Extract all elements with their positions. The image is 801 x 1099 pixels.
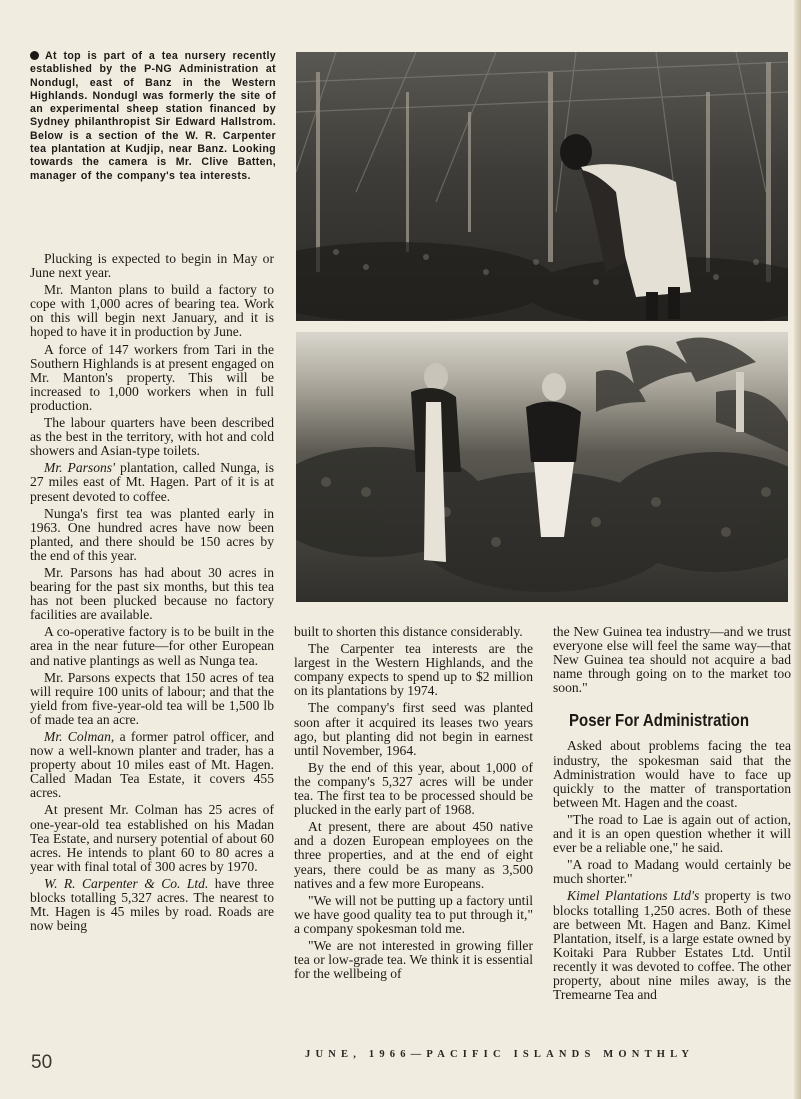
caption-text: At top is part of a tea nursery recently established by the P-NG Administration at Nondugl, east of Banz in the Western Highlands. Nondugl was formerly the site of an experimental sheep station financed by Sydney philanthropist Sir Edward Hallstrom. Below is a section of the W. R. Carpenter tea plantation at Kudjip, near Banz. Looking towards the camera is Mr. Clive Batten, manager of the company's tea interests. [30,50,276,182]
plantation-owner-name: Mr. Colman, [44,729,115,744]
photo-caption [30,50,276,183]
paragraph [30,730,274,800]
paragraph [553,889,791,1002]
paragraph: "We will not be putting up a factory until we have good quality tea to put through it," a company spokesman told me. [294,892,533,936]
bullet-icon [30,51,39,60]
paragraph: At present, there are about 450 native and a dozen European employees on the three properties, and at the end of eight years, there could be as many as 3,500 natives and a few more Europeans. [294,819,533,891]
paragraph: Mr. Parsons expects that 150 acres of tea will require 100 units of labour; and that the yield from five-year-old tea will be 1,500 lb of made tea an acre. [30,669,274,727]
tea-plantation-photo [296,332,788,602]
paragraph-text: property is two blocks totalling 1,250 acres. Both of these are between Mt. Hagen and Banz. Kimel Plantation, itself, is a large estate owned by Koitaki Para Rubber Estates Ltd. Until recently it was devoted to coffee. The other property, about nine miles away, is the Tremearne Tea and [553,888,791,1003]
paragraph [30,877,274,933]
column-1 [30,252,274,936]
paragraph-text: have three blocks totalling 5,327 acres. The nearest to Mt. Hagen is 45 miles by road. Roads are now being [30,875,274,934]
paragraph: "We are not interested in growing filler tea or low-grade tea. We think it is essential for the wellbeing of [294,937,533,982]
paragraph: The labour quarters have been described as the best in the territory, with hot and cold showers and Asian-type toilets. [30,415,274,459]
paragraph-text: a former patrol officer, and now a well-known planter and trader, has a property about 10 miles east of Mt. Hagen. Called Madan Tea Estate, it covers 455 acres. [30,729,274,801]
column-3 [553,625,791,1005]
page-number: 50 [31,1052,53,1073]
paragraph: By the end of this year, about 1,000 of the company's 5,327 acres will be under tea. The first tea to be processed should be plucked in the early part of 1968. [294,759,533,818]
page-edge [794,0,801,1099]
company-name: W. R. Carpenter & Co. Ltd. [44,875,209,891]
paragraph: built to shorten this distance considerably. [294,624,523,639]
column-2 [294,625,533,984]
paragraph: The Carpenter tea interests are the largest in the Western Highlands, and the company expects to spend up to $2 million on its plantations by 1974. [294,641,533,699]
paragraph: At present Mr. Colman has 25 acres of one-year-old tea established on his Madan Tea Estate, and nursery potential of about 60 acres. He intends to plant 60 to 80 acres a year with final total of 300 acres by 1970. [30,802,274,874]
paragraph: the New Guinea tea industry—and we trust everyone else will feel the same way—that New Guinea tea should not acquire a bad name through going on to the market too soon." [553,624,791,696]
section-heading: Poser For Administration [569,710,750,731]
running-footer: JUNE, 1966—PACIFIC ISLANDS MONTHLY [305,1049,695,1060]
paragraph: Mr. Parsons has had about 30 acres in bearing for the past six months, but this tea has not been plucked because no factory facilities are available. [30,564,274,623]
tea-nursery-photo [296,52,788,321]
paragraph: The company's first seed was planted soon after it acquired its leases two years ago, but planting did not begin in earnest until November, 1964. [294,700,533,758]
plantation-owner-name: Mr. Parsons' [44,460,115,476]
paragraph: A force of 147 workers from Tari in the Southern Highlands is at present engaged on Mr. Manton's property. This will be increased to 1,000 workers when in full production. [30,341,274,413]
company-name: Kimel Plantations Ltd's [567,888,700,904]
paragraph-text: plantation, called Nunga, is 27 miles east of Mt. Hagen. Part of it is at present devoted to coffee. [30,460,274,504]
paragraph: Mr. Manton plans to build a factory to cope with 1,000 acres of bearing tea. Work on this will begin next January, and it is hoped to have it in production by June. [30,282,274,340]
paragraph: A co-operative factory is to be built in the area in the near future—for other European and native plantings as well as Nunga tea. [30,624,274,668]
paragraph [30,461,274,503]
paragraph: "A road to Madang would certainly be much shorter." [553,857,791,887]
paragraph: Plucking is expected to begin in May or June next year. [30,251,274,281]
paragraph: Asked about problems facing the tea industry, the spokesman said that the Administration would have to face up quickly to the matter of transportation between Mt. Hagen and the coast. [553,738,791,810]
paragraph: Nunga's first tea was planted early in 1963. One hundred acres have now been planted, and there should be 150 acres by the end of this year. [30,505,274,563]
paragraph: "The road to Lae is again out of action, and it is an open question whether it will ever be a reliable one," he said. [553,811,791,856]
